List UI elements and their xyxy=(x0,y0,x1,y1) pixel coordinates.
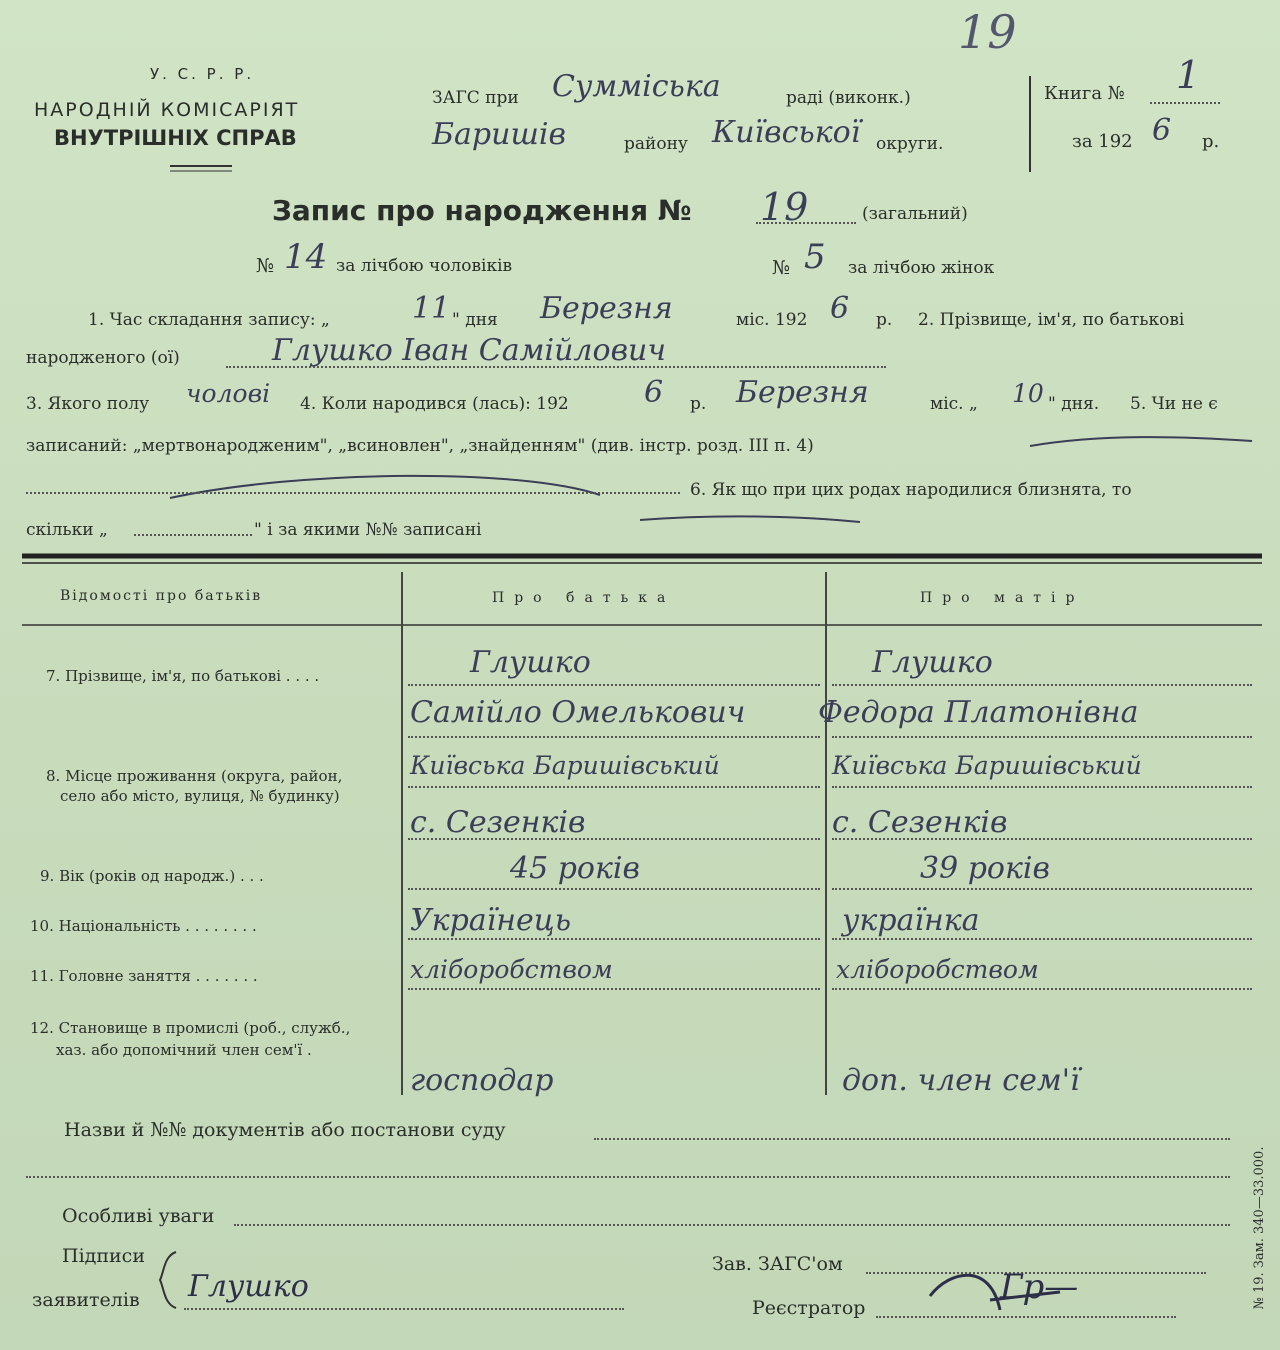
f3-label: 3. Якого полу xyxy=(26,394,150,414)
applicant-signature: Глушко xyxy=(188,1269,309,1304)
notes-label: Особливі уваги xyxy=(62,1205,215,1227)
f4-mis: міс. „ xyxy=(930,394,978,414)
f6-line2a: скільки „ xyxy=(26,520,108,540)
book-number-hw: 1 xyxy=(1176,53,1201,97)
father-residence1: Київська Баришівський xyxy=(410,751,720,780)
row-label-12a: 12. Становище в промислі (роб., служб., xyxy=(30,1019,351,1037)
row-label-12b: хаз. або допомічний член сем'ї . xyxy=(56,1041,312,1059)
zags-okrug-hw: Київської xyxy=(712,115,861,150)
f4-month-hw: Березня xyxy=(736,375,869,410)
male-no-sign: № xyxy=(256,255,274,277)
father-residence2: с. Сезенків xyxy=(410,805,586,840)
mother-residence1: Київська Баришівський xyxy=(832,751,1142,780)
documents-label: Назви й №№ документів або постанови суду xyxy=(64,1119,506,1141)
f1-month-hw: Березня xyxy=(540,291,673,326)
col-header-info: Відомості про батьків xyxy=(60,588,263,604)
father-age: 45 років xyxy=(510,851,640,886)
book-label: Книга № xyxy=(1044,83,1125,104)
record-title: Запис про народження № xyxy=(272,194,692,227)
f1-prefix: 1. Час складання запису: „ xyxy=(88,310,330,330)
corner-number: 19 xyxy=(958,5,1017,59)
signatures-label-2: заявителів xyxy=(32,1289,140,1311)
f1-month-suffix: міс. 192 xyxy=(736,310,808,330)
zags-council-hw: Сумміська xyxy=(552,69,721,104)
f4-day-hw: 10 xyxy=(1012,379,1044,408)
father-occupation: хліборобством xyxy=(410,955,613,984)
f5-line2: записаний: „мертвонародженим", „всиновлен", „знайденням" (див. інстр. розд. III п. 4) xyxy=(26,436,814,456)
col-header-mother: Про матір xyxy=(920,590,1085,606)
commissariat-line1: НАРОДНІЙ КОМІСАРІЯТ xyxy=(34,99,300,121)
f3-sex-hw: чолові xyxy=(186,379,271,408)
male-label: за лічбою чоловіків xyxy=(336,256,513,276)
mother-residence2: с. Сезенків xyxy=(832,805,1008,840)
registrar-label: Реєстратор xyxy=(752,1297,866,1319)
mother-name: Федора Платонівна xyxy=(818,695,1139,730)
zags-district-hw: Баришів xyxy=(432,117,566,152)
registrar-signature: Гр— xyxy=(1000,1267,1079,1307)
col-header-father: Про батька xyxy=(492,590,676,606)
record-number-hw: 19 xyxy=(760,185,809,229)
f1-day-suffix: " дня xyxy=(452,310,498,330)
f4-day-suffix: " дня. xyxy=(1048,394,1100,414)
f2-name-hw: Глушко Іван Самійлович xyxy=(272,333,667,368)
usrr-label: У. С. Р. Р. xyxy=(150,65,255,83)
f1-year-hw: 6 xyxy=(830,291,850,326)
zags-district-suffix: району xyxy=(624,134,688,154)
commissariat-line2: ВНУТРІШНІХ СПРАВ xyxy=(54,126,297,150)
father-status: господар xyxy=(410,1063,554,1098)
row-label-10: 10. Національність . . . . . . . . xyxy=(30,917,257,935)
mother-status: доп. член сем'ї xyxy=(842,1063,1080,1098)
row-label-9: 9. Вік (років од народж.) . . . xyxy=(40,867,264,885)
book-year-hw: 6 xyxy=(1152,113,1172,148)
row-label-8b: село або місто, вулиця, № будинку) xyxy=(60,787,340,805)
female-no-hw: 5 xyxy=(804,237,826,277)
f4-r: р. xyxy=(690,394,707,414)
female-label: за лічбою жінок xyxy=(848,258,995,278)
f6-line2b: " і за якими №№ записані xyxy=(254,520,482,540)
f4-year-hw: 6 xyxy=(644,375,664,410)
f2-label: 2. Прізвище, ім'я, по батькові xyxy=(918,310,1185,330)
row-label-8a: 8. Місце проживання (округа, район, xyxy=(46,767,343,785)
signatures-label-1: Підписи xyxy=(62,1245,145,1267)
row-label-11: 11. Головне заняття . . . . . . . xyxy=(30,967,258,985)
f5-label: 5. Чи не є xyxy=(1130,394,1218,414)
zags-council-suffix: раді (виконк.) xyxy=(786,88,911,108)
female-no-sign: № xyxy=(772,257,790,279)
f1-year-suffix: р. xyxy=(876,310,893,330)
f2-label2: народженого (ої) xyxy=(26,348,180,368)
mother-age: 39 років xyxy=(920,851,1050,886)
book-year-suffix: р. xyxy=(1202,131,1220,152)
father-surname: Глушко xyxy=(470,645,591,680)
f4-label: 4. Коли народився (лась): 192 xyxy=(300,394,569,414)
side-print: № 19. Зам. 340—33.000. xyxy=(1252,1146,1267,1310)
record-general: (загальний) xyxy=(862,204,968,224)
mother-nationality: українка xyxy=(842,903,980,938)
zags-okrug-suffix: округи. xyxy=(876,134,944,154)
father-name: Самійло Омелькович xyxy=(410,695,746,730)
zags-head-label: Зав. ЗАГС'ом xyxy=(712,1253,843,1275)
male-no-hw: 14 xyxy=(284,237,328,277)
f6-label: 6. Як що при цих родах народилися близнята, то xyxy=(690,480,1132,500)
mother-occupation: хліборобством xyxy=(836,955,1039,984)
f1-day-hw: 11 xyxy=(412,291,451,326)
mother-surname: Глушко xyxy=(872,645,993,680)
book-year-prefix: за 192 xyxy=(1072,131,1133,152)
zags-prefix: ЗАГС при xyxy=(432,88,519,108)
row-label-7: 7. Прізвище, ім'я, по батькові . . . . xyxy=(46,667,320,685)
father-nationality: Українець xyxy=(410,903,572,938)
